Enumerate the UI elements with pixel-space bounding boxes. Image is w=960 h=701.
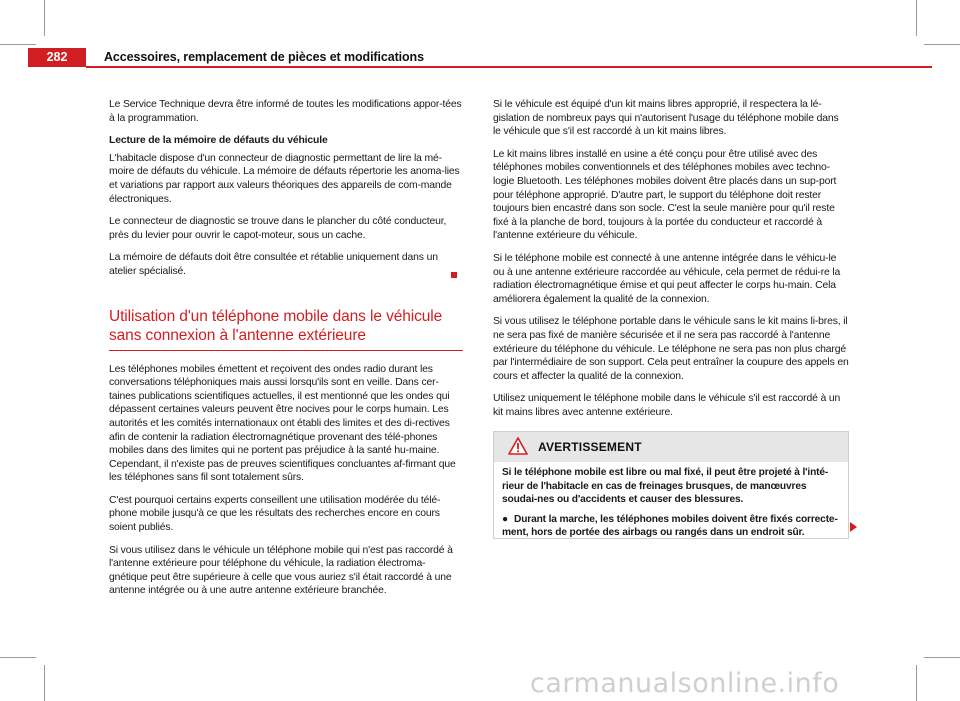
paragraph: Si le véhicule est équipé d'un kit mains libres approprié, il respectera la lé-gislation de nombreux pays qui n'autorisent l'usage du téléphone mobile dans le véhicule que s'il est raccordé à un kit mains libres. [493,99,839,138]
page-number: 282 [28,48,86,67]
section-title: Utilisation d'un téléphone mobile dans le véhicule sans connexion à l'antenne extérieure [109,307,463,351]
crop-mark [924,44,960,45]
paragraph: Le connecteur de diagnostic se trouve dans le plancher du côté conducteur, près du levier pour ouvrir le capot-moteur, sous un cache. [109,216,447,241]
paragraph: C'est pourquoi certains experts conseillent une utilisation modérée du télé-phone mobile jusqu'à ce que les résultats des recherches encore en cours soient publiés. [109,494,441,534]
warning-bullet-text: Durant la marche, les téléphones mobiles doivent être fixés correcte-ment, hors de portée des airbags ou rangés dans un endroit sûr. [502,513,838,539]
paragraph: Le kit mains libres installé en usine a été conçu pour être utilisé avec des téléphones mobiles conventionnels et des téléphones mobiles avec techno-logie Bluetooth. Les téléphones mobiles doivent être placés dans un sup-port pour téléphone approprié. D'autre part, le support du téléphone doit rester toujours bien encastré dans son socle. C'est la seule manière pour qu'il reste fixé à la planche de bord, toujours à la portée du conducteur et raccordé à l'antenne extérieure du véhicule. [493,148,837,242]
watermark: carmanualsonline.info [530,668,840,699]
crop-mark [44,665,45,701]
right-column [493,98,849,428]
subheading: Lecture de la mémoire de défauts du véhicule [109,135,328,147]
paragraph: Utilisez uniquement le téléphone mobile dans le véhicule s'il est raccordé à un kit mains libres avec antenne extérieure. [493,393,841,418]
warning-header [494,432,848,462]
paragraph: Si le téléphone mobile est connecté à une antenne intégrée dans le véhicu-le ou à une antenne extérieure raccordée au véhicule, cela permet de rédui-re la radiation électromagnétique émise et qui peut affecter le corps hu-main. Cela améliorera également la qualité de la connexion. [493,252,841,305]
warning-paragraph: Si le téléphone mobile est libre ou mal fixé, il peut être projeté à l'inté-rieur de l'habitacle en cas de freinages brusques, de manœuvres soudai-nes ou d'accidents et causer des blessures. [502,467,829,506]
paragraph: Les téléphones mobiles émettent et reçoivent des ondes radio durant les conversations téléphoniques mais aussi lorsqu'ils sont en veille. Dans cer-taines publications scientifiques actuelles, il est mentionné que les ondes qui dépassent certaines valeurs peuvent être nocives pour le corps humain. Les autorités et les comités internationaux ont établi des limites et des di-rectives afin de contenir la radiation électromagnétique provenant des télé-phones mobiles dans des limites qui ne portent pas préjudice à la santé hu-maine. Cependant, il n'existe pas de preuves scientifiques concluantes af-firmant que les téléphones sans fil sont totalement sûrs. [109,363,456,484]
paragraph: Si vous utilisez dans le véhicule un téléphone mobile qui n'est pas raccordé à l'antenne extérieure pour téléphone du véhicule, la radiation électroma-gnétique peut être supérieure à celle que vous auriez s'il était raccordé à une antenne intégrée ou à une autre antenne extérieure branchée. [109,544,453,597]
paragraph: Le Service Technique devra être informé de toutes les modifications appor-tées à la programmation. [109,99,462,124]
warning-bullet-item [502,513,838,540]
paragraph: Si vous utilisez le téléphone portable dans le véhicule sans le kit mains li-bres, il ne sera pas fixé de manière sécurisée et il ne sera pas raccordé à l'antenne extérieure du téléphone du véhicule. Le téléphone ne sera pas non plus chargé par l'intermédiaire de son support. Cela peut entraîner la coupure des appels en cours et affecter la qualité de la connexion. [493,316,849,382]
section-gap [109,351,463,363]
paragraph: La mémoire de défauts doit être consultée et rétablie uniquement dans un atelier spécialisé. [109,252,438,277]
crop-mark [916,665,917,701]
page-header-title: Accessoires, remplacement de pièces et modifications [104,50,424,64]
crop-mark [44,0,45,36]
warning-body [494,462,848,540]
left-column [109,98,463,607]
crop-mark [0,657,36,658]
warning-title: AVERTISSEMENT [538,440,642,454]
crop-mark [916,0,917,36]
continue-arrow-icon [850,522,857,532]
header-rule [86,66,932,68]
warning-triangle-icon [508,437,528,455]
bullet-icon: ● [502,513,509,525]
crop-mark [924,657,960,658]
paragraph: L'habitacle dispose d'un connecteur de diagnostic permettant de lire la mé-moire de défauts du véhicule. La mémoire de défauts répertorie les anoma-lies et variations par rapport aux valeurs théoriques des appareils de com-mande électroniques. [109,152,460,205]
warning-box [493,431,849,539]
crop-mark [0,44,36,45]
section-end-icon [451,272,457,278]
